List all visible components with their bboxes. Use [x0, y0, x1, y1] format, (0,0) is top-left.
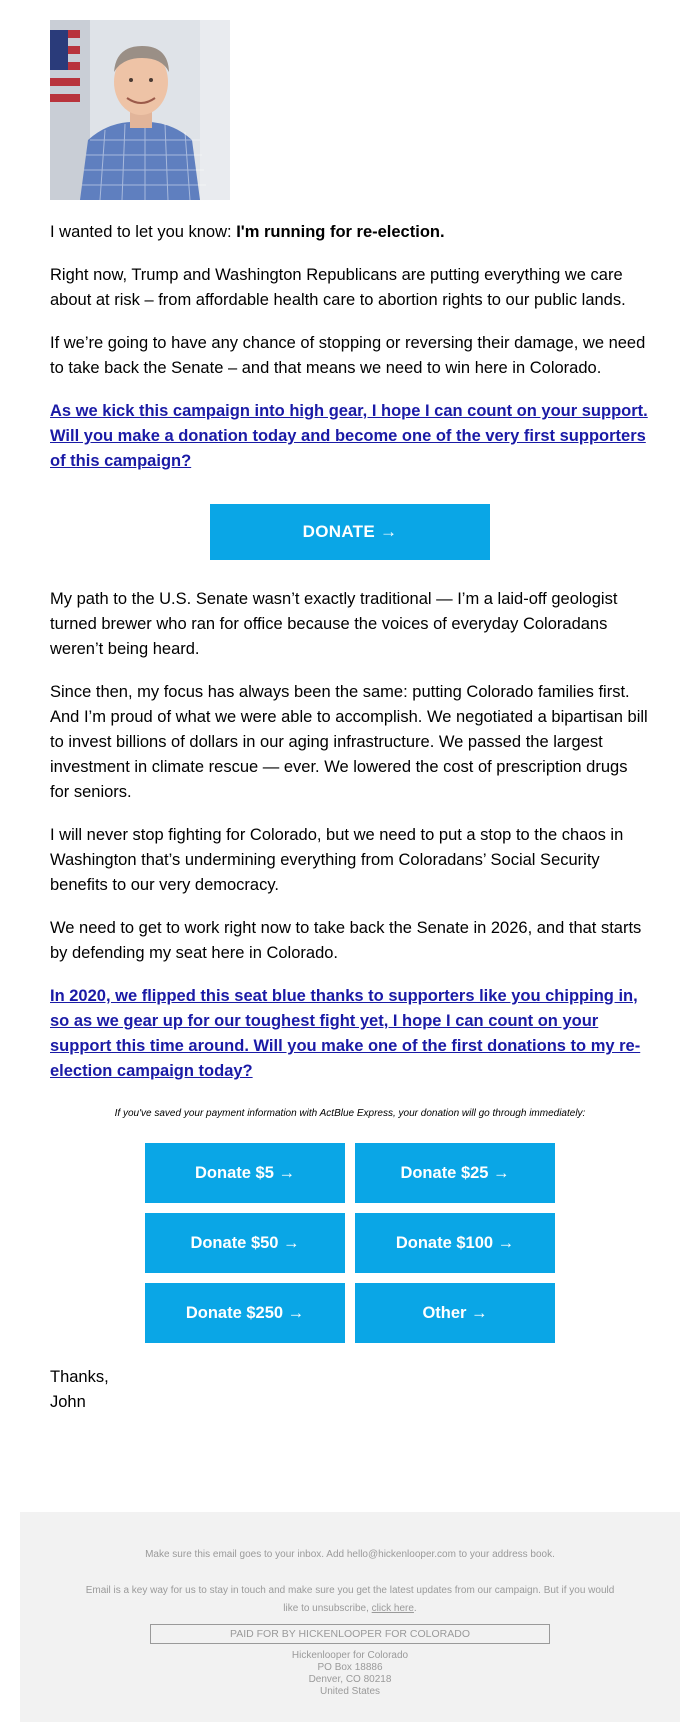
paid-for-disclaimer: PAID FOR BY HICKENLOOPER FOR COLORADO	[150, 1624, 550, 1644]
footer-address-book: Make sure this email goes to your inbox. Add hello@hickenlooper.com to your address book.	[145, 1549, 555, 1560]
signoff-thanks: Thanks,	[50, 1368, 109, 1386]
donate-250-button[interactable]: Donate $250 →	[145, 1283, 345, 1343]
footer-country: United States	[319, 1686, 381, 1697]
footer-po-box: PO Box 18886	[317, 1662, 383, 1673]
cta-link-donate-reelection[interactable]: In 2020, we flipped this seat blue thanks to supporters like you chipping in, so as we gear up for our toughest fight yet, I hope I can count on your support this time around. Will you make one of the first donations to my re-election campaign today?	[50, 987, 641, 1080]
paragraph-path: My path to the U.S. Senate wasn’t exactly traditional — I’m a laid-off geologist turned brewer who ran for office because the voices of everyday Coloradans weren’t being heard.	[50, 590, 618, 658]
intro-paragraph	[50, 220, 650, 245]
donate-other-button[interactable]: Other →	[355, 1283, 555, 1343]
donation-amounts-grid	[145, 1143, 555, 1343]
unsubscribe-link[interactable]: click here	[371, 1603, 414, 1614]
footer-unsubscribe-text	[80, 1582, 620, 1618]
paragraph-2026: We need to get to work right now to take back the Senate in 2026, and that starts by defending my seat here in Colorado.	[50, 919, 642, 962]
footer-unsubscribe-end: .	[413, 1603, 417, 1614]
cta-paragraph-2	[50, 984, 650, 1084]
email-body	[50, 20, 650, 1415]
donate-25-button[interactable]: Donate $25 →	[355, 1143, 555, 1203]
footer-unsubscribe-lead: Email is a key way for us to stay in touch and make sure you get the latest updates from our campaign. But if you would like to unsubscribe,	[85, 1585, 615, 1614]
paragraph-senate: If we’re going to have any chance of stopping or reversing their damage, we need to take back the Senate – and that means we need to win here in Colorado.	[50, 334, 646, 377]
signoff-name: John	[50, 1393, 86, 1411]
donate-5-button[interactable]: Donate $5 →	[145, 1143, 345, 1203]
actblue-express-note: If you've saved your payment information with ActBlue Express, your donation will go through immediately:	[114, 1108, 586, 1119]
intro-lead: I wanted to let you know:	[50, 223, 237, 241]
candidate-photo	[50, 20, 230, 200]
cta-paragraph-1	[50, 399, 650, 474]
donate-button-wrap	[50, 504, 650, 560]
paragraph-trump: Right now, Trump and Washington Republicans are putting everything we care about at risk – from affordable health care to abortion rights to our public lands.	[50, 266, 626, 309]
paragraph-focus: Since then, my focus has always been the same: putting Colorado families first. And I’m proud of what we were able to accomplish. We negotiated a bipartisan bill to invest billions of dollars in our aging infrastructure. We passed the largest investment in climate rescue — ever. We lowered the cost of prescription drugs for seniors.	[50, 683, 648, 801]
donate-button[interactable]: DONATE →	[210, 504, 490, 560]
email-footer	[20, 1512, 680, 1722]
cta-link-donate-first[interactable]: As we kick this campaign into high gear, I hope I can count on your support. Will you make a donation today and become one of the very first supporters of this campaign?	[50, 402, 648, 470]
intro-emphasis: I'm running for re-election.	[236, 223, 445, 241]
donate-50-button[interactable]: Donate $50 →	[145, 1213, 345, 1273]
footer-city: Denver, CO 80218	[308, 1674, 392, 1685]
paragraph-fighting: I will never stop fighting for Colorado, but we need to put a stop to the chaos in Washington that’s undermining everything from Coloradans’ Social Security benefits to our very democracy.	[50, 826, 624, 894]
footer-org: Hickenlooper for Colorado	[291, 1650, 409, 1661]
signoff	[50, 1365, 650, 1415]
footer-mailing-address	[20, 1650, 680, 1698]
donate-100-button[interactable]: Donate $100 →	[355, 1213, 555, 1273]
